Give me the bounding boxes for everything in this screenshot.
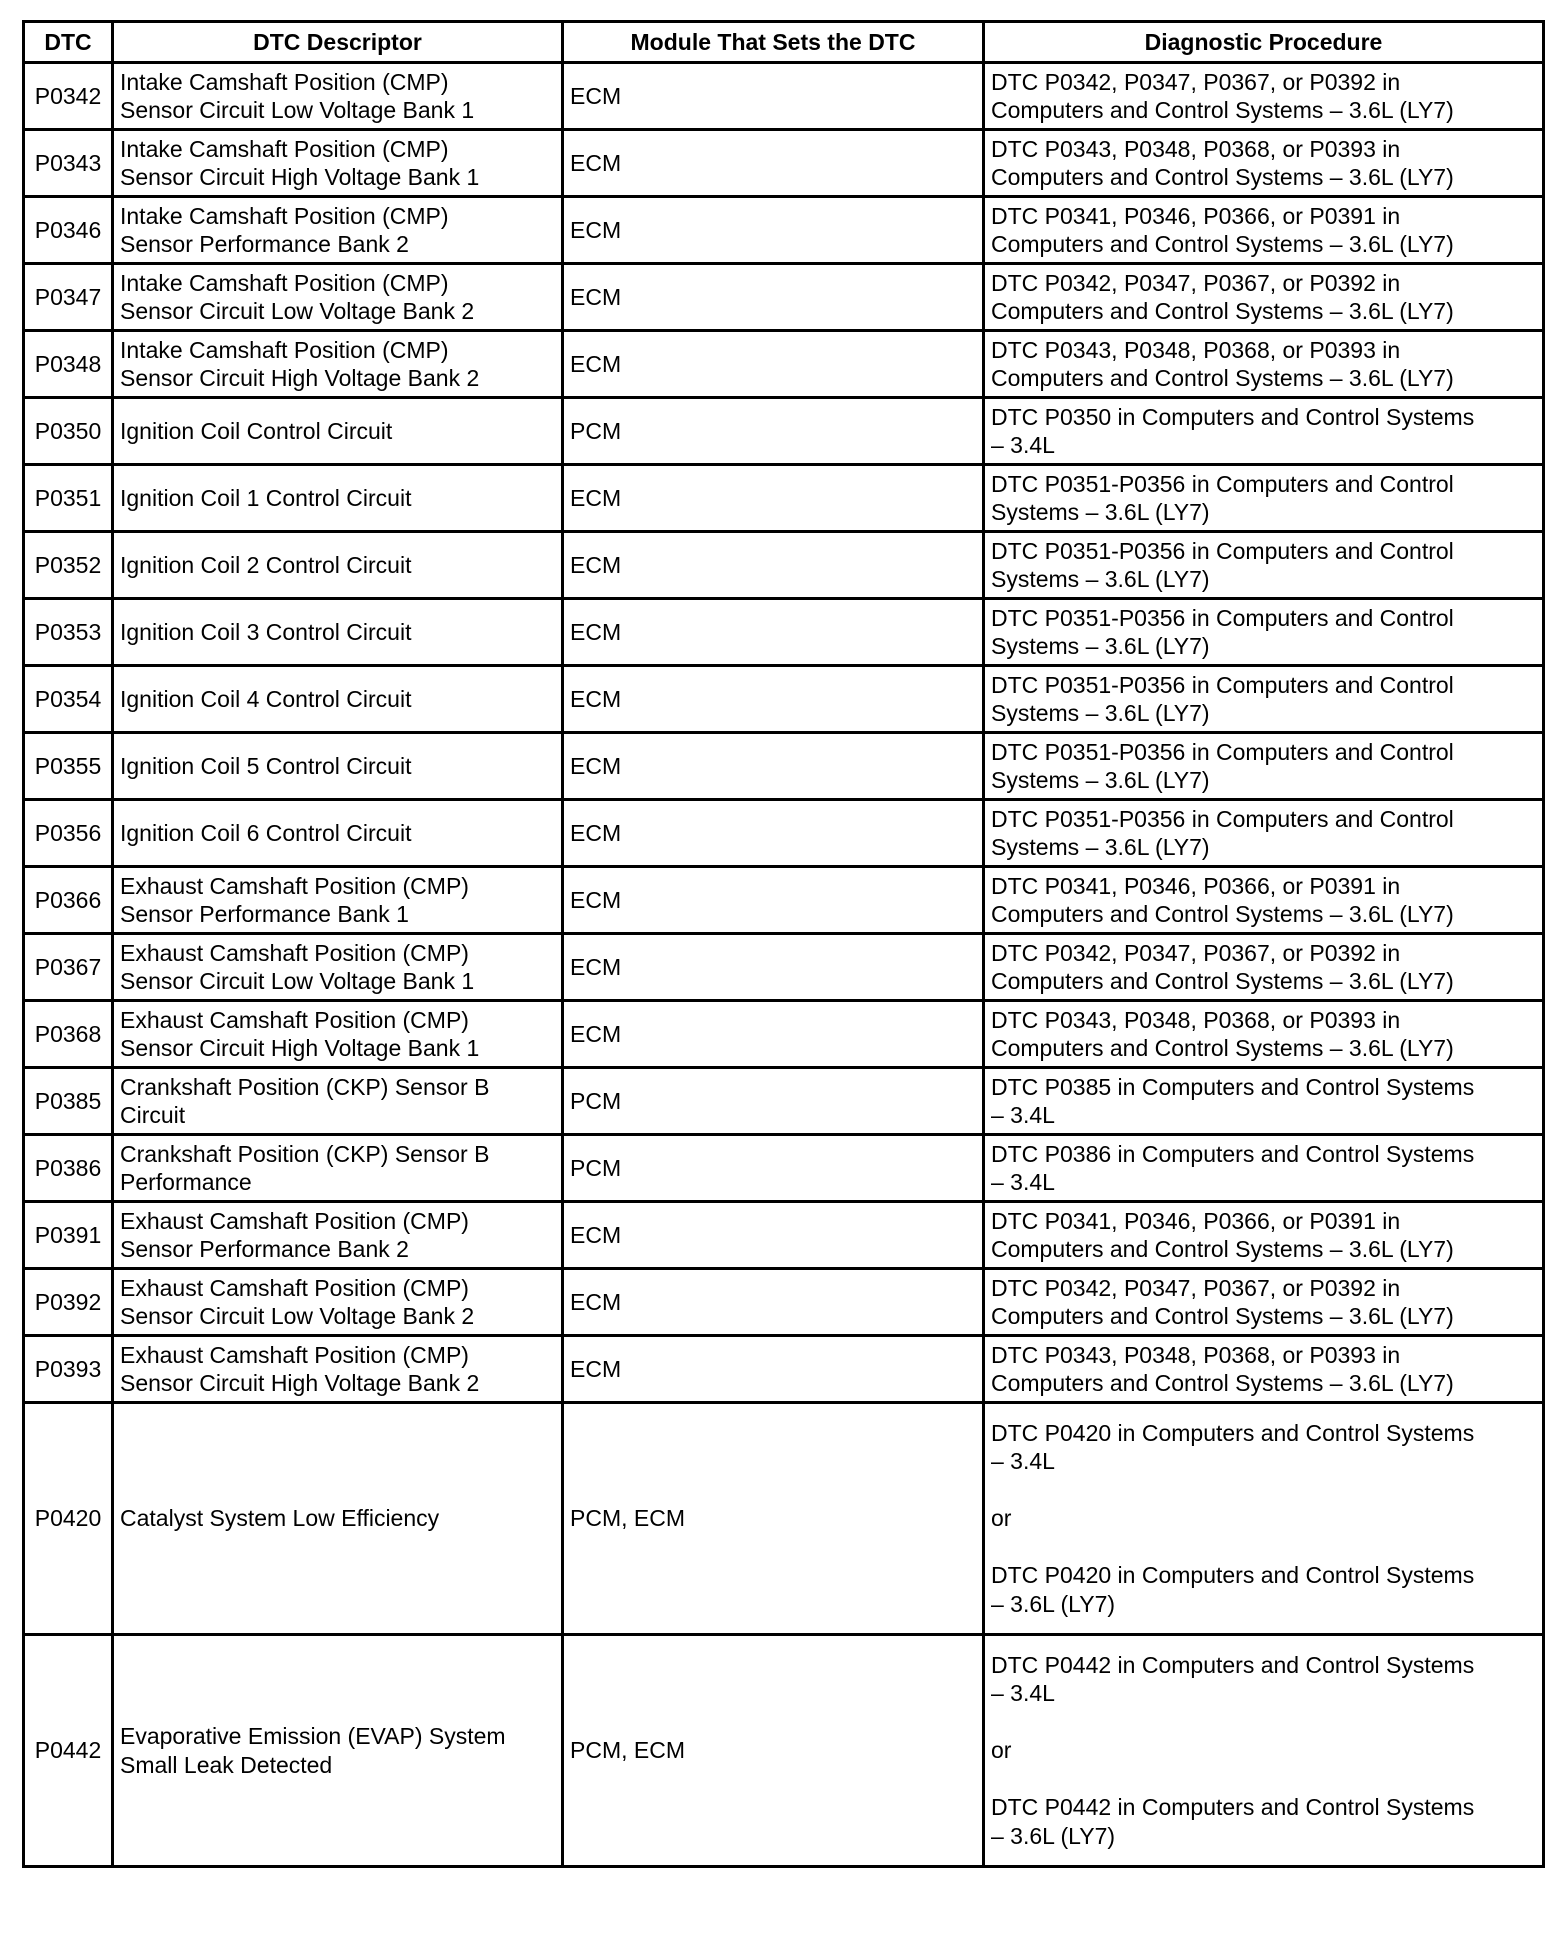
- text-line: Circuit: [120, 1102, 186, 1128]
- module-cell: ECM: [563, 197, 984, 264]
- text-line: Computers and Control Systems – 3.6L (LY7): [991, 901, 1454, 927]
- procedure-cell: [984, 1635, 1544, 1867]
- spacer: [991, 1533, 1536, 1562]
- module-cell: ECM: [563, 800, 984, 867]
- text-line: DTC P0351-P0356 in Computers and Control: [991, 805, 1454, 832]
- table-row: [24, 197, 1544, 264]
- table-row: [24, 800, 1544, 867]
- header-dtc: DTC: [24, 22, 113, 63]
- text-line: – 3.4L: [991, 1169, 1055, 1195]
- descriptor-cell: [113, 398, 563, 465]
- text-line: Systems – 3.6L (LY7): [991, 767, 1210, 793]
- descriptor-cell: [113, 63, 563, 130]
- procedure-cell: [984, 1202, 1544, 1269]
- text-line: Exhaust Camshaft Position (CMP): [120, 872, 469, 899]
- module-cell: ECM: [563, 465, 984, 532]
- descriptor-cell: [113, 331, 563, 398]
- table-row: [24, 264, 1544, 331]
- table-row: [24, 1202, 1544, 1269]
- dtc-code-cell: P0346: [24, 197, 113, 264]
- spacer: [991, 1765, 1536, 1794]
- text-line: Ignition Coil 3 Control Circuit: [120, 618, 412, 645]
- dtc-table-container: [22, 20, 1542, 1868]
- text-line: Intake Camshaft Position (CMP): [120, 269, 449, 296]
- text-line: Intake Camshaft Position (CMP): [120, 202, 449, 229]
- text-line: Sensor Circuit High Voltage Bank 1: [120, 164, 480, 190]
- descriptor-cell: [113, 1635, 563, 1867]
- procedure-cell: [984, 867, 1544, 934]
- table-row: [24, 1336, 1544, 1403]
- table-row: [24, 934, 1544, 1001]
- text-line: Systems – 3.6L (LY7): [991, 834, 1210, 860]
- dtc-code-cell: P0352: [24, 532, 113, 599]
- text-line: Sensor Performance Bank 1: [120, 901, 409, 927]
- text-line: Catalyst System Low Efficiency: [120, 1505, 440, 1532]
- text-line: Ignition Coil Control Circuit: [120, 417, 393, 444]
- text-line: DTC P0351-P0356 in Computers and Control: [991, 604, 1454, 631]
- table-row: [24, 867, 1544, 934]
- text-line: Computers and Control Systems – 3.6L (LY7): [991, 97, 1454, 123]
- module-cell: PCM: [563, 1068, 984, 1135]
- text-line: Systems – 3.6L (LY7): [991, 566, 1210, 592]
- dtc-code-cell: P0442: [24, 1635, 113, 1867]
- dtc-code-cell: P0366: [24, 867, 113, 934]
- module-cell: ECM: [563, 331, 984, 398]
- descriptor-cell: [113, 733, 563, 800]
- dtc-code-cell: P0356: [24, 800, 113, 867]
- dtc-code-cell: P0342: [24, 63, 113, 130]
- descriptor-cell: [113, 800, 563, 867]
- text-line: Exhaust Camshaft Position (CMP): [120, 1006, 469, 1033]
- text-line: Sensor Performance Bank 2: [120, 231, 409, 257]
- header-procedure: Diagnostic Procedure: [984, 22, 1544, 63]
- table-row: [24, 666, 1544, 733]
- procedure-cell: [984, 63, 1544, 130]
- table-row: [24, 1635, 1544, 1867]
- dtc-code-cell: P0386: [24, 1135, 113, 1202]
- module-cell: ECM: [563, 666, 984, 733]
- descriptor-cell: [113, 465, 563, 532]
- dtc-table: [22, 20, 1545, 1868]
- dtc-code-cell: P0420: [24, 1403, 113, 1635]
- text-line: DTC P0351-P0356 in Computers and Control: [991, 671, 1454, 698]
- text-line: Sensor Circuit Low Voltage Bank 2: [120, 1303, 475, 1329]
- dtc-code-cell: P0391: [24, 1202, 113, 1269]
- text-line: – 3.4L: [991, 432, 1055, 458]
- text-line: DTC P0420 in Computers and Control Systems: [991, 1562, 1475, 1589]
- dtc-code-cell: P0350: [24, 398, 113, 465]
- text-line: Computers and Control Systems – 3.6L (LY7): [991, 1035, 1454, 1061]
- text-line: DTC P0343, P0348, P0368, or P0393 in: [991, 135, 1401, 162]
- text-line: – 3.4L: [991, 1102, 1055, 1128]
- text-line: DTC P0343, P0348, P0368, or P0393 in: [991, 1341, 1401, 1368]
- header-module: Module That Sets the DTC: [563, 22, 984, 63]
- text-line: Ignition Coil 4 Control Circuit: [120, 685, 412, 712]
- descriptor-cell: [113, 1403, 563, 1635]
- text-line: DTC P0351-P0356 in Computers and Control: [991, 537, 1454, 564]
- descriptor-cell: [113, 130, 563, 197]
- dtc-code-cell: P0354: [24, 666, 113, 733]
- module-cell: ECM: [563, 1269, 984, 1336]
- text-line: Sensor Circuit Low Voltage Bank 2: [120, 298, 475, 324]
- text-line: Exhaust Camshaft Position (CMP): [120, 939, 469, 966]
- module-cell: PCM: [563, 398, 984, 465]
- descriptor-cell: [113, 1068, 563, 1135]
- module-cell: ECM: [563, 733, 984, 800]
- dtc-code-cell: P0343: [24, 130, 113, 197]
- text-line: DTC P0351-P0356 in Computers and Control: [991, 470, 1454, 497]
- text-line: DTC P0442 in Computers and Control Systems: [991, 1651, 1475, 1678]
- text-line: DTC P0442 in Computers and Control Systems: [991, 1794, 1475, 1821]
- text-line: Sensor Performance Bank 2: [120, 1236, 409, 1262]
- module-cell: ECM: [563, 1336, 984, 1403]
- dtc-code-cell: P0393: [24, 1336, 113, 1403]
- descriptor-cell: [113, 1336, 563, 1403]
- text-line: Computers and Control Systems – 3.6L (LY7): [991, 968, 1454, 994]
- spacer: [991, 1708, 1536, 1737]
- procedure-cell: [984, 666, 1544, 733]
- text-line: DTC P0351-P0356 in Computers and Control: [991, 738, 1454, 765]
- dtc-code-cell: P0347: [24, 264, 113, 331]
- text-line: Computers and Control Systems – 3.6L (LY7): [991, 1370, 1454, 1396]
- text-line: DTC P0342, P0347, P0367, or P0392 in: [991, 939, 1401, 966]
- procedure-cell: [984, 1135, 1544, 1202]
- text-line: Ignition Coil 6 Control Circuit: [120, 819, 412, 846]
- text-line: DTC P0385 in Computers and Control Systems: [991, 1073, 1475, 1100]
- procedure-cell: [984, 130, 1544, 197]
- text-line: Performance: [120, 1169, 252, 1195]
- text-line: DTC P0341, P0346, P0366, or P0391 in: [991, 872, 1401, 899]
- dtc-code-cell: P0392: [24, 1269, 113, 1336]
- text-line: Computers and Control Systems – 3.6L (LY7): [991, 1236, 1454, 1262]
- procedure-cell: [984, 1001, 1544, 1068]
- table-row: [24, 130, 1544, 197]
- module-cell: PCM: [563, 1135, 984, 1202]
- module-cell: ECM: [563, 63, 984, 130]
- text-line: Sensor Circuit High Voltage Bank 2: [120, 365, 480, 391]
- dtc-code-cell: P0351: [24, 465, 113, 532]
- procedure-cell: [984, 1068, 1544, 1135]
- procedure-cell: [984, 733, 1544, 800]
- descriptor-cell: [113, 934, 563, 1001]
- text-line: DTC P0342, P0347, P0367, or P0392 in: [991, 1274, 1401, 1301]
- text-line: – 3.6L (LY7): [991, 1822, 1116, 1849]
- table-row: [24, 1403, 1544, 1635]
- text-line: Exhaust Camshaft Position (CMP): [120, 1274, 469, 1301]
- text-line: Intake Camshaft Position (CMP): [120, 68, 449, 95]
- procedure-cell: [984, 599, 1544, 666]
- module-cell: ECM: [563, 934, 984, 1001]
- text-line: Ignition Coil 5 Control Circuit: [120, 752, 412, 779]
- module-cell: ECM: [563, 1202, 984, 1269]
- procedure-cell: [984, 465, 1544, 532]
- dtc-code-cell: P0385: [24, 1068, 113, 1135]
- text-line: DTC P0343, P0348, P0368, or P0393 in: [991, 1006, 1401, 1033]
- module-cell: PCM, ECM: [563, 1403, 984, 1635]
- text-line: DTC P0343, P0348, P0368, or P0393 in: [991, 336, 1401, 363]
- text-line: DTC P0420 in Computers and Control Systems: [991, 1419, 1475, 1446]
- text-line: – 3.4L: [991, 1448, 1055, 1475]
- descriptor-cell: [113, 599, 563, 666]
- dtc-code-cell: P0367: [24, 934, 113, 1001]
- text-line: – 3.6L (LY7): [991, 1590, 1116, 1617]
- spacer: [991, 1476, 1536, 1505]
- table-row: [24, 1269, 1544, 1336]
- text-line: DTC P0386 in Computers and Control Systems: [991, 1140, 1475, 1167]
- table-row: [24, 599, 1544, 666]
- descriptor-cell: [113, 666, 563, 733]
- text-line: Exhaust Camshaft Position (CMP): [120, 1207, 469, 1234]
- text-line: Computers and Control Systems – 3.6L (LY7): [991, 365, 1454, 391]
- module-cell: ECM: [563, 264, 984, 331]
- text-line: Intake Camshaft Position (CMP): [120, 135, 449, 162]
- text-line: – 3.4L: [991, 1680, 1055, 1707]
- table-row: [24, 331, 1544, 398]
- procedure-cell: [984, 934, 1544, 1001]
- procedure-cell: [984, 1403, 1544, 1635]
- text-line: Crankshaft Position (CKP) Sensor B: [120, 1073, 490, 1100]
- text-line: DTC P0350 in Computers and Control Systems: [991, 403, 1475, 430]
- descriptor-cell: [113, 1001, 563, 1068]
- text-line: or: [991, 1505, 1012, 1532]
- procedure-cell: [984, 1269, 1544, 1336]
- text-line: Computers and Control Systems – 3.6L (LY7): [991, 164, 1454, 190]
- procedure-cell: [984, 1336, 1544, 1403]
- text-line: Crankshaft Position (CKP) Sensor B: [120, 1140, 490, 1167]
- descriptor-cell: [113, 264, 563, 331]
- text-line: DTC P0341, P0346, P0366, or P0391 in: [991, 202, 1401, 229]
- text-line: Evaporative Emission (EVAP) System: [120, 1723, 506, 1749]
- header-descriptor: DTC Descriptor: [113, 22, 563, 63]
- descriptor-cell: [113, 532, 563, 599]
- descriptor-cell: [113, 867, 563, 934]
- text-line: or: [991, 1737, 1012, 1764]
- text-line: Ignition Coil 1 Control Circuit: [120, 484, 412, 511]
- procedure-cell: [984, 331, 1544, 398]
- table-header-row: [24, 22, 1544, 63]
- procedure-cell: [984, 264, 1544, 331]
- dtc-code-cell: P0355: [24, 733, 113, 800]
- descriptor-cell: [113, 1269, 563, 1336]
- text-line: Small Leak Detected: [120, 1751, 333, 1778]
- table-row: [24, 63, 1544, 130]
- text-line: Computers and Control Systems – 3.6L (LY7): [991, 298, 1454, 324]
- text-line: DTC P0342, P0347, P0367, or P0392 in: [991, 269, 1401, 296]
- text-line: Sensor Circuit Low Voltage Bank 1: [120, 97, 475, 123]
- text-line: Systems – 3.6L (LY7): [991, 499, 1210, 525]
- procedure-cell: [984, 800, 1544, 867]
- text-line: DTC P0341, P0346, P0366, or P0391 in: [991, 1207, 1401, 1234]
- text-line: Sensor Circuit High Voltage Bank 2: [120, 1370, 480, 1396]
- module-cell: ECM: [563, 1001, 984, 1068]
- table-row: [24, 733, 1544, 800]
- text-line: Systems – 3.6L (LY7): [991, 700, 1210, 726]
- module-cell: ECM: [563, 130, 984, 197]
- text-line: Intake Camshaft Position (CMP): [120, 336, 449, 363]
- text-line: Sensor Circuit High Voltage Bank 1: [120, 1035, 480, 1061]
- text-line: Computers and Control Systems – 3.6L (LY7): [991, 1303, 1454, 1329]
- text-line: Sensor Circuit Low Voltage Bank 1: [120, 968, 475, 994]
- text-line: Ignition Coil 2 Control Circuit: [120, 551, 412, 578]
- descriptor-cell: [113, 1135, 563, 1202]
- table-row: [24, 1068, 1544, 1135]
- text-line: Systems – 3.6L (LY7): [991, 633, 1210, 659]
- dtc-code-cell: P0348: [24, 331, 113, 398]
- descriptor-cell: [113, 1202, 563, 1269]
- text-line: DTC P0342, P0347, P0367, or P0392 in: [991, 68, 1401, 95]
- dtc-code-cell: P0353: [24, 599, 113, 666]
- module-cell: PCM, ECM: [563, 1635, 984, 1867]
- table-row: [24, 398, 1544, 465]
- text-line: Computers and Control Systems – 3.6L (LY7): [991, 231, 1454, 257]
- module-cell: ECM: [563, 599, 984, 666]
- text-line: Exhaust Camshaft Position (CMP): [120, 1341, 469, 1368]
- table-row: [24, 1135, 1544, 1202]
- module-cell: ECM: [563, 867, 984, 934]
- table-row: [24, 532, 1544, 599]
- table-row: [24, 1001, 1544, 1068]
- module-cell: ECM: [563, 532, 984, 599]
- table-row: [24, 465, 1544, 532]
- dtc-code-cell: P0368: [24, 1001, 113, 1068]
- procedure-cell: [984, 532, 1544, 599]
- procedure-cell: [984, 398, 1544, 465]
- procedure-cell: [984, 197, 1544, 264]
- descriptor-cell: [113, 197, 563, 264]
